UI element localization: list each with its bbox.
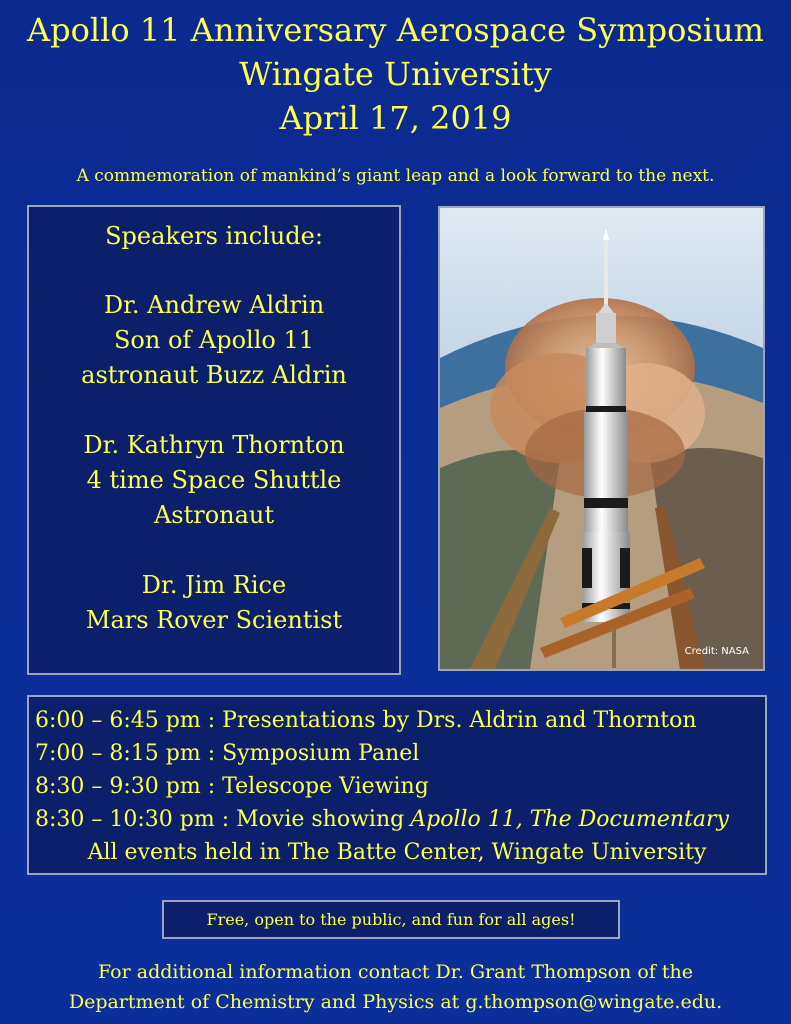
schedule-event: Movie showing bbox=[236, 807, 405, 832]
schedule-venue: All events held in The Batte Center, Wingate University bbox=[87, 840, 707, 865]
schedule-event: Telescope Viewing bbox=[222, 774, 429, 799]
event-header bbox=[0, 8, 791, 140]
movie-title: Apollo 11, The Documentary bbox=[410, 807, 729, 832]
schedule-row: 8:30 – 10:30 pm : Movie showing Apollo 11, The Documentary bbox=[35, 807, 729, 832]
schedule-time: 7:00 – 8:15 pm bbox=[35, 741, 201, 766]
speakers-panel bbox=[27, 205, 401, 675]
speaker-name: Dr. Jim Rice bbox=[141, 571, 287, 599]
contact-line: For additional information contact Dr. Grant Thompson of the bbox=[98, 961, 693, 983]
schedule-row: 7:00 – 8:15 pm : Symposium Panel bbox=[35, 741, 420, 766]
schedule-panel bbox=[27, 695, 767, 875]
schedule-time: 8:30 – 10:30 pm bbox=[35, 807, 215, 832]
event-institution: Wingate University bbox=[239, 55, 552, 93]
rocket-launch-illustration bbox=[440, 208, 763, 669]
free-notice-text: Free, open to the public, and fun for all ages! bbox=[206, 910, 576, 929]
speakers-heading: Speakers include: bbox=[105, 222, 323, 250]
rocket-launch-photo bbox=[438, 206, 765, 671]
contact-info bbox=[0, 957, 791, 1017]
speaker-desc: Son of Apollo 11 bbox=[113, 326, 315, 354]
schedule-event: Symposium Panel bbox=[222, 741, 420, 766]
speaker-rice bbox=[29, 568, 399, 638]
speaker-desc: astronaut Buzz Aldrin bbox=[81, 361, 347, 389]
contact-line: Department of Chemistry and Physics at g.thompson@wingate.edu. bbox=[68, 991, 723, 1013]
free-notice-box bbox=[162, 900, 620, 939]
speaker-name: Dr. Kathryn Thornton bbox=[83, 431, 345, 459]
speaker-desc: 4 time Space Shuttle bbox=[86, 466, 342, 494]
event-title: Apollo 11 Anniversary Aerospace Symposium bbox=[27, 11, 764, 49]
speaker-aldrin bbox=[29, 288, 399, 393]
schedule-event: Presentations by Drs. Aldrin and Thornton bbox=[222, 708, 697, 733]
speaker-desc: Astronaut bbox=[153, 501, 275, 529]
speaker-thornton bbox=[29, 428, 399, 533]
schedule-row: 8:30 – 9:30 pm : Telescope Viewing bbox=[35, 774, 429, 799]
photo-credit: Credit: NASA bbox=[684, 646, 749, 657]
speaker-name: Dr. Andrew Aldrin bbox=[103, 291, 325, 319]
schedule-time: 6:00 – 6:45 pm bbox=[35, 708, 201, 733]
schedule-time: 8:30 – 9:30 pm bbox=[35, 774, 201, 799]
event-tagline: A commemoration of mankind’s giant leap and a look forward to the next. bbox=[76, 166, 715, 186]
schedule-row: 6:00 – 6:45 pm : Presentations by Drs. Aldrin and Thornton bbox=[35, 708, 697, 733]
speaker-desc: Mars Rover Scientist bbox=[85, 606, 343, 634]
event-date: April 17, 2019 bbox=[279, 99, 512, 137]
